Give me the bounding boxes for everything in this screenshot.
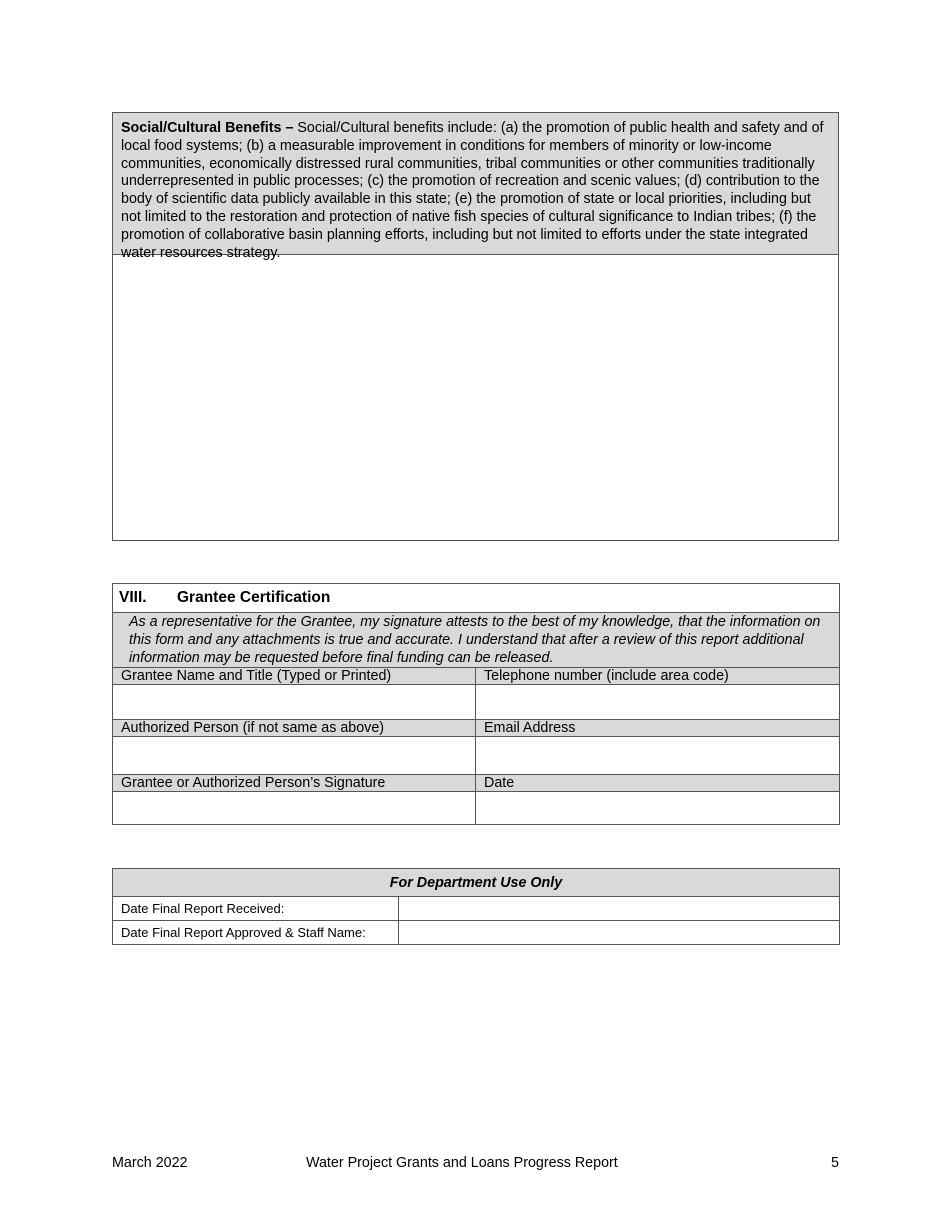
- page-footer: [112, 1155, 839, 1175]
- social-cultural-benefits-instructions: [113, 113, 838, 261]
- certification-statement: As a representative for the Grantee, my signature attests to the best of my knowledge, that the information on this form and any attachments is true and accurate. I understand that after a review of this report additional information may be requested before final funding can be released.: [113, 613, 840, 668]
- certification-section-header: [113, 584, 840, 613]
- date-approved-label: Date Final Report Approved & Staff Name:: [113, 921, 399, 945]
- date-approved-field[interactable]: [399, 921, 840, 945]
- email-field[interactable]: [476, 737, 840, 775]
- social-cultural-benefits-heading: Social/Cultural Benefits –: [121, 120, 294, 136]
- date-label: Date: [476, 775, 840, 792]
- date-received-label: Date Final Report Received:: [113, 897, 399, 921]
- footer-date: March 2022: [112, 1155, 188, 1171]
- department-use-table: [112, 868, 840, 945]
- department-use-heading: For Department Use Only: [113, 869, 840, 897]
- footer-title: Water Project Grants and Loans Progress Report: [306, 1155, 618, 1171]
- date-field[interactable]: [476, 792, 840, 825]
- email-label: Email Address: [476, 720, 840, 737]
- telephone-label: Telephone number (include area code): [476, 668, 840, 685]
- social-cultural-benefits-description: Social/Cultural benefits include: (a) the promotion of public health and safety and of local food systems; (b) a measurable improvement in conditions for members of minority or low-income communities, economically distressed rural communities, tribal communities or other communities traditionally underrepresented in public processes; (c) the promotion of recreation and scenic values; (d) contribution to the body of scientific data publicly available in this state; (e) the promotion of state or local priorities, including but not limited to the restoration and protection of native fish species of cultural significance to Indian tribes; (f) the promotion of collaborative basin planning efforts, including but not limited to efforts under the state integrated water resources strategy.: [121, 120, 824, 261]
- social-cultural-benefits-answer-field[interactable]: [113, 255, 838, 540]
- grantee-name-field[interactable]: [113, 685, 476, 720]
- page-number: 5: [831, 1155, 839, 1171]
- social-cultural-benefits-section: [112, 112, 839, 541]
- section-title: Grantee Certification: [177, 589, 331, 606]
- signature-label: Grantee or Authorized Person’s Signature: [113, 775, 476, 792]
- grantee-certification-table: [112, 583, 840, 825]
- section-number: VIII.: [119, 589, 147, 606]
- date-received-field[interactable]: [399, 897, 840, 921]
- telephone-field[interactable]: [476, 685, 840, 720]
- authorized-person-field[interactable]: [113, 737, 476, 775]
- signature-field[interactable]: [113, 792, 476, 825]
- authorized-person-label: Authorized Person (if not same as above): [113, 720, 476, 737]
- grantee-name-label: Grantee Name and Title (Typed or Printed): [113, 668, 476, 685]
